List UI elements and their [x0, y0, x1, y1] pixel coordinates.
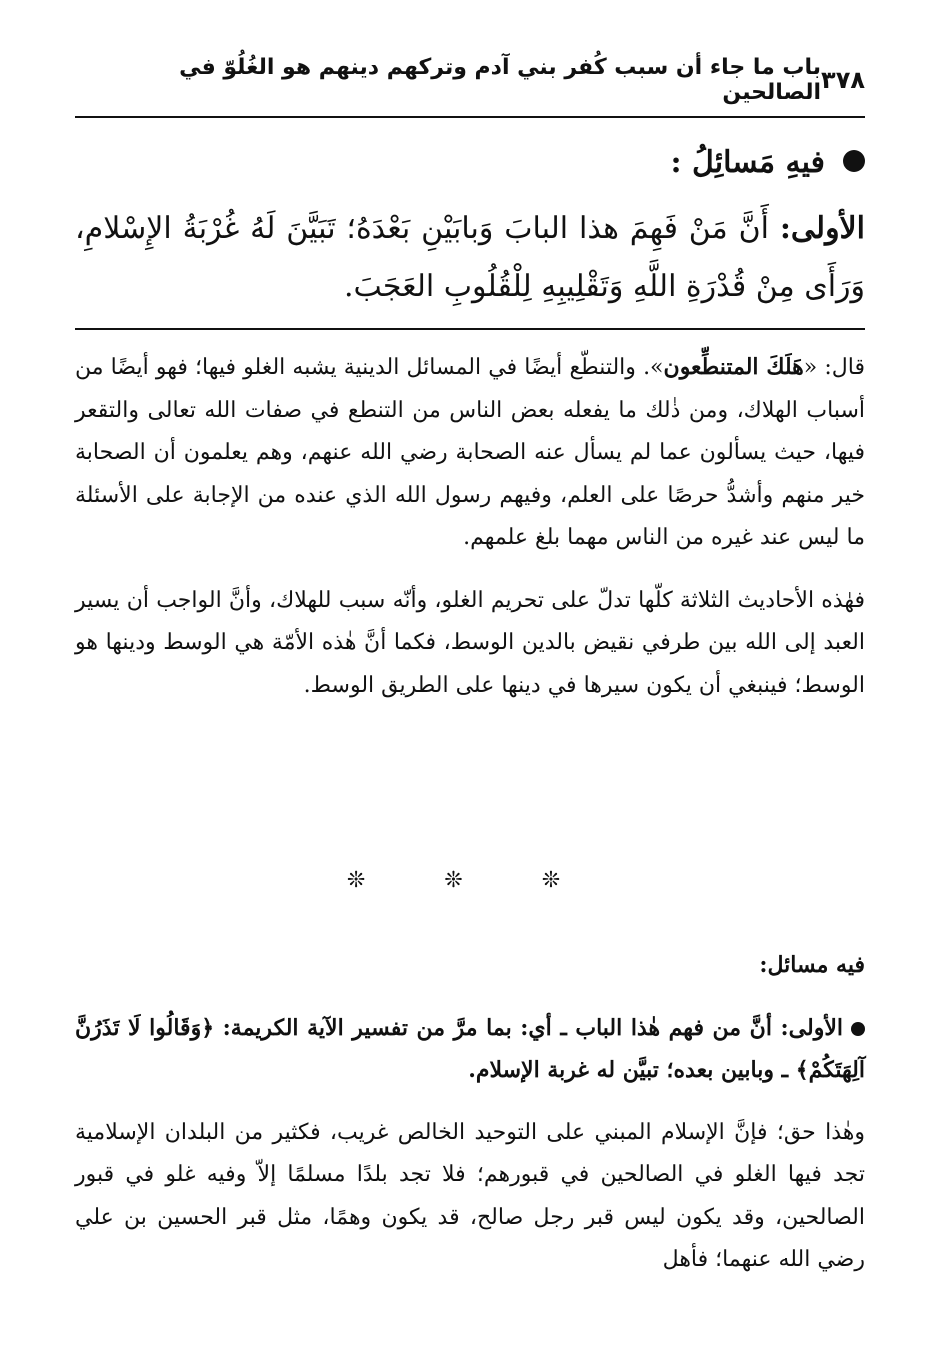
chapter-title: باب ما جاء أن سبب كُفر بني آدم وتركهم دينهم هو الغُلُوّ في الصالحين	[179, 55, 822, 105]
running-header	[75, 55, 865, 105]
first-issue-text: أَنَّ مَنْ فَهِمَ هذا البابَ وَبابَيْنِ بَعْدَهُ؛ تَبَيَّنَ لَهُ غُرْبَةُ الإِسْلامِ، وَرَأَى مِنْ قُدْرَةِ اللَّهِ وَتَقْلِيبِهِ لِلْقُلُوبِ العَجَبَ.	[75, 211, 865, 304]
page-number: ٣٧٨	[821, 66, 865, 94]
issues-heading-text: فيهِ مَسائِلُ :	[670, 145, 825, 180]
bottom-heading: فيه مسائل:	[759, 952, 865, 978]
hadith-quote: هَلَكَ المتنطِّعون	[663, 354, 804, 380]
issues-section	[75, 140, 865, 316]
commentary	[75, 346, 865, 727]
issues-heading	[75, 140, 865, 186]
commentary-p1-rest: ». والتنطّع أيضًا في المسائل الدينية يشبه الغلو فيها؛ فهو أيضًا من أسباب الهلاك، ومن ذٰلك ما يفعله بعض الناس من التنطع في صفات الله تعالى والتقعر فيها، حيث يسألون عما لم يسأل عنه الصحابة رضي الله عنهم، وهم يعلمون أن الصحابة خير منهم وأشدُّ حرصًا على العلم، وفيهم رسول الله الذي عنده من الإجابة على الأسئلة ما ليس عند غيره من الناس مهما بلغ علمهم.	[75, 355, 865, 550]
commentary-paragraph-1	[75, 346, 865, 560]
section-divider	[75, 328, 865, 330]
commentary-paragraph-2: فهٰذه الأحاديث الثلاثة كلّها تدلّ على تحريم الغلو، وأنّه سبب للهلاك، وأنَّ الواجب أن يسير العبد إلى الله بين طرفي نقيض بالدين الوسط، فكما أنَّ هٰذه الأمّة هي الوسط ودينها هو الوسط؛ فينبغي أن يكون سيرها في دينها على الطريق الوسط.	[75, 587, 866, 698]
bottom-section	[75, 944, 865, 1302]
header-divider	[75, 116, 865, 118]
bottom-first-label: الأولى:	[780, 1014, 843, 1041]
bullet-icon	[851, 1022, 865, 1036]
bottom-first-text: أنَّ من فهم هٰذا الباب ـ أي: بما مرَّ من تفسير الآية الكريمة: ﴿وَقَالُوا لَا تَذَرُنَّ آلِهَتَكُمْ﴾ ـ وبابين بعده؛ تبيَّن له غربة الإسلام.	[75, 1014, 865, 1083]
bottom-first-issue	[75, 1007, 865, 1092]
first-issue-label: الأولى:	[779, 211, 865, 246]
commentary-lead: قال: «	[803, 355, 866, 380]
first-issue	[75, 200, 865, 316]
bottom-paragraph-2: وهٰذا حق؛ فإنَّ الإسلام المبني على التوحيد الخالص غريب، فكثير من البلدان الإسلامية تجد فيها الغلو في الصالحين في قبورهم؛ فلا تجد بلدًا مسلمًا إلاّ وفيه غلو في قبور الصالحين، وقد يكون ليس قبر رجل صالح، قد يكون وهمًا، مثل قبر الحسين بن علي رضي الله عنهما؛ فأهل	[75, 1119, 865, 1272]
bullet-icon	[843, 150, 865, 172]
section-separator: ❊ ❊ ❊	[346, 868, 597, 893]
